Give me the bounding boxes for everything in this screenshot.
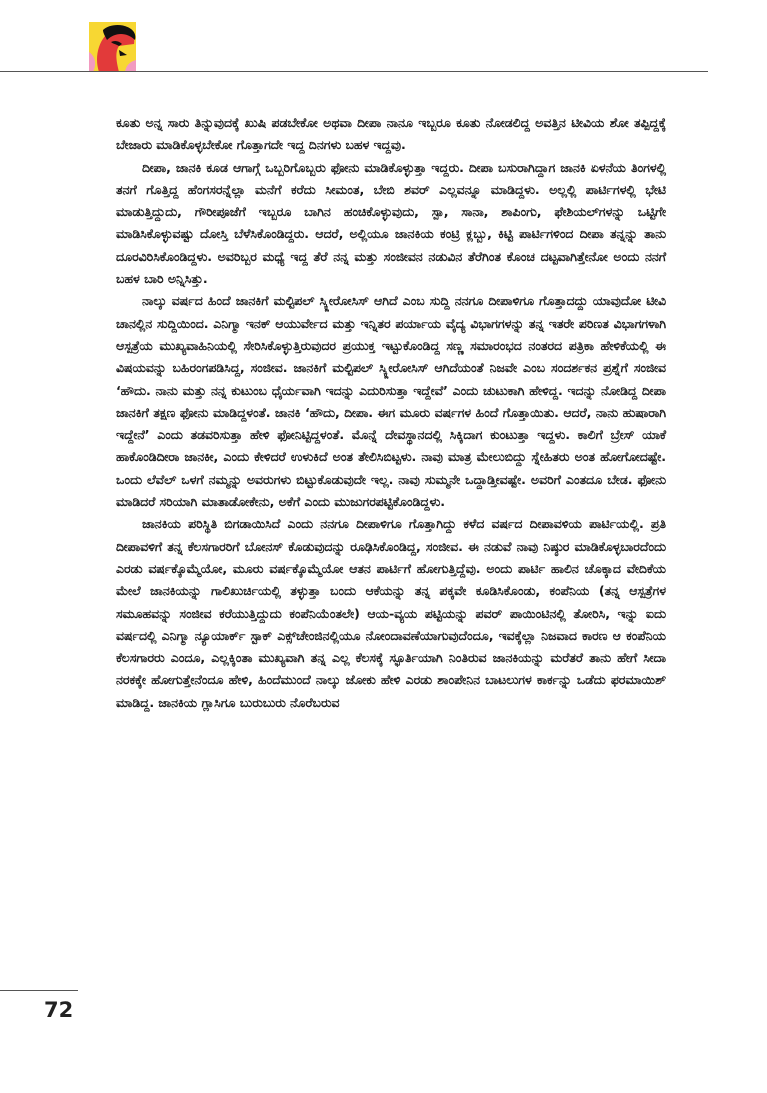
paragraph-4: ಜಾನಕಿಯ ಪರಿಸ್ಥಿತಿ ಬಿಗಡಾಯಿಸಿದೆ ಎಂದು ನನಗೂ ದೀಪಾಳಿಗೂ ಗೊತ್ತಾಗಿದ್ದು ಕಳೆದ ವರ್ಷದ ದೀಪಾವಳಿಯ ಪಾರ್ಟಿಯಲ್ಲಿ. ಪ್ರತಿ ದೀಪಾವಳಿಗೆ ತನ್ನ ಕೆಲಸಗಾರರಿಗೆ ಬೋನಸ್ ಕೊಡುವುದನ್ನು ರೂಢಿಸಿಕೊಂಡಿದ್ದ, ಸಂಜೀವ. ಈ ನಡುವೆ ನಾವು ನಿಷ್ಠುರ ಮಾಡಿಕೊಳ್ಳಬಾರದೆಂದು ಎರಡು ವರ್ಷಕ್ಕೊಮ್ಮೆಯೋ, ಮೂರು ವರ್ಷಕ್ಕೊಮ್ಮೆಯೋ ಆತನ ಪಾರ್ಟಿಗೆ ಹೋಗುತ್ತಿದ್ದೆವು. ಅಂದು ಪಾರ್ಟಿ ಹಾಲಿನ ಚೊಕ್ಕಾದ ವೇದಿಕೆಯ ಮೇಲೆ ಜಾನಕಿಯನ್ನು ಗಾಲಿಖುರ್ಚಿಯಲ್ಲಿ ತಳ್ಳುತ್ತಾ ಬಂದು ಆಕೆಯನ್ನು ತನ್ನ ಪಕ್ಕವೇ ಕೂಡಿಸಿಕೊಂಡು, ಕಂಪೆನಿಯ (ತನ್ನ ಆಸ್ಪತ್ರೆಗಳ ಸಮೂಹವನ್ನು ಸಂಜೀವ ಕರೆಯುತ್ತಿದ್ದುದು ಕಂಪೆನಿಯೆಂತಲೇ) ಆಯ-ವ್ಯಯ ಪಟ್ಟಿಯನ್ನು ಪವರ್ ಪಾಯಿಂಟಿನಲ್ಲಿ ತೋರಿಸಿ, ಇನ್ನು ಐದು ವರ್ಷದಲ್ಲಿ ಎನಿಗ್ಮಾ ನ್ಯೂಯಾರ್ಕ್ ಸ್ಟಾಕ್ ಎಕ್ಸ್‌ಚೇಂಜಿನಲ್ಲಿಯೂ ನೋಂದಾವಣೆಯಾಗುವುದೆಂದೂ, ಇವಕ್ಕೆಲ್ಲಾ ನಿಜವಾದ ಕಾರಣ ಆ ಕಂಪೆನಿಯ ಕೆಲಸಗಾರರು ಎಂದೂ, ಎಲ್ಲಕ್ಕಿಂತಾ ಮುಖ್ಯವಾಗಿ ತನ್ನ ಎಲ್ಲ ಕೆಲಸಕ್ಕೆ ಸ್ಫೂರ್ತಿಯಾಗಿ ನಿಂತಿರುವ ಜಾನಕಿಯನ್ನು ಮರೆತರೆ ತಾನು ಹೇಗೆ ಸೀದಾ ನರಕಕ್ಕೇ ಹೋಗುತ್ತೇನೆಂದೂ ಹೇಳಿ, ಹಿಂದೆಮುಂದೆ ನಾಲ್ಕು ಜೋಕು ಹೇಳಿ ಎರಡು ಶಾಂಪೇನಿನ ಬಾಟಲುಗಳ ಕಾರ್ಕನ್ನು ಒಡೆದು ಫರಮಾಯಿಶ್ ಮಾಡಿದ್ದ. ಜಾನಕಿಯ ಗ್ಲಾಸಿಗೂ ಬುರುಬುರು ನೊರೆಬರುವ <box>116 516 666 710</box>
footer-rule <box>0 990 78 991</box>
header-rule <box>0 71 708 72</box>
paragraph-3: ನಾಲ್ಕು ವರ್ಷದ ಹಿಂದೆ ಜಾನಕಿಗೆ ಮಲ್ಟಿಪಲ್ ಸ್ಕ್ಲೀರೋಸಿಸ್ ಆಗಿದೆ ಎಂಬ ಸುದ್ದಿ ನನಗೂ ದೀಪಾಳಿಗೂ ಗೊತ್ತಾದದ್ದು ಯಾವುದೋ ಟೀವಿ ಚಾನಲ್ಲಿನ ಸುದ್ದಿಯಿಂದ. ಎನಿಗ್ಮಾ ಇನಕ್ ಆಯುರ್ವೇದ ಮತ್ತು ಇನ್ನಿತರ ಪರ್ಯಾಯ ವೈದ್ಯ ವಿಭಾಗಗಳನ್ನು ತನ್ನ ಇತರೇ ಪರಿಣತ ವಿಭಾಗಗಳಾಗಿ ಆಸ್ಪತ್ರೆಯ ಮುಖ್ಯವಾಹಿನಿಯಲ್ಲಿ ಸೇರಿಸಿಕೊಳ್ಳುತ್ತಿರುವುದರ ಪ್ರಯುಕ್ತ ಇಟ್ಟುಕೊಂಡಿದ್ದ ಸಣ್ಣ ಸಮಾರಂಭದ ನಂತರದ ಪತ್ರಿಕಾ ಹೇಳಿಕೆಯಲ್ಲಿ ಈ ವಿಷಯವನ್ನು ಬಹಿರಂಗಪಡಿಸಿದ್ದ, ಸಂಜೀವ. ಜಾನಕಿಗೆ ಮಲ್ಟಿಪಲ್ ಸ್ಕ್ಲೀರೋಸಿಸ್ ಆಗಿದೆಯಂತೆ ನಿಜವೇ ಎಂಬ ಸಂದರ್ಶಕನ ಪ್ರಶ್ನೆಗೆ ಸಂಜೀವ ‘ಹೌದು. ನಾನು ಮತ್ತು ನನ್ನ ಕುಟುಂಬ ಧೈರ್ಯವಾಗಿ ಇದನ್ನು ಎದುರಿಸುತ್ತಾ ಇದ್ದೇವೆ’ ಎಂದು ಚುಟುಕಾಗಿ ಹೇಳಿದ್ದ. ಇದನ್ನು ನೋಡಿದ್ದ ದೀಪಾ ಜಾನಕಿಗೆ ತಕ್ಷಣ ಫೋನು ಮಾಡಿದ್ದಳಂತೆ. ಜಾನಕಿ ‘ಹೌದು, ದೀಪಾ. ಈಗ ಮೂರು ವರ್ಷಗಳ ಹಿಂದೆ ಗೊತ್ತಾಯಿತು. ಆದರೆ, ನಾನು ಹುಷಾರಾಗಿ ಇದ್ದೇನೆ’ ಎಂದು ತಡವರಿಸುತ್ತಾ ಹೇಳಿ ಫೋನಿಟ್ಟಿದ್ದಳಂತೆ. ಮೊನ್ನೆ ದೇವಸ್ಥಾನದಲ್ಲಿ ಸಿಕ್ಕಿದಾಗ ಕುಂಟುತ್ತಾ ಇದ್ದಳು. ಕಾಲಿಗೆ ಬ್ರೇಸ್ ಯಾಕೆ ಹಾಕೊಂಡಿದೀರಾ ಜಾನಕೀ, ಎಂದು ಕೇಳಿದರೆ ಉಳುಕಿದೆ ಅಂತ ತೇಲಿಸಿಬಿಟ್ಟಳು. ನಾವು ಮಾತ್ರ ಮೇಲುಬಿದ್ದು ಸ್ನೇಹಿತರು ಅಂತ ಹೋಗೋದಷ್ಟೇ. ಒಂದು ಲೆವೆಲ್ ಒಳಗೆ ನಮ್ಮನ್ನು ಅವರುಗಳು ಬಿಟ್ಟುಕೊಡುವುದೇ ಇಲ್ಲ. ನಾವು ಸುಮ್ಮನೇ ಒದ್ದಾಡ್ತೀವಷ್ಟೇ. ಅವರಿಗೆ ಎಂತದೂ ಬೇಡ. ಫೋನು ಮಾಡಿದರೆ ಸರಿಯಾಗಿ ಮಾತಾಡೋಕೇನು, ಅಕೆಗೆ ಎಂದು ಮುಜುಗರಪಟ್ಟಿಕೊಂಡಿದ್ದಳು. <box>116 293 666 510</box>
body-text <box>116 112 666 714</box>
paragraph-1: ಕೂತು ಅನ್ನ ಸಾರು ತಿನ್ನುವುದಕ್ಕೆ ಖುಷಿ ಪಡಬೇಕೋ ಅಥವಾ ದೀಪಾ ನಾನೂ ಇಬ್ಬರೂ ಕೂತು ನೋಡಲಿದ್ದ ಅವತ್ತಿನ ಟೀವಿಯ ಶೋ ತಪ್ಪಿದ್ದಕ್ಕೆ ಬೇಜಾರು ಮಾಡಿಕೊಳ್ಳಬೇಕೋ ಗೊತ್ತಾಗದೇ ಇದ್ದ ದಿನಗಳು ಬಹಳ ಇದ್ದವು. <box>116 115 666 153</box>
page-number: 72 <box>44 998 74 1022</box>
stylized-face-logo-icon <box>89 22 136 72</box>
paragraph-2: ದೀಪಾ, ಜಾನಕಿ ಕೂಡ ಆಗಾಗ್ಗೆ ಒಬ್ಬರಿಗೊಬ್ಬರು ಫೋನು ಮಾಡಿಕೊಳ್ಳುತ್ತಾ ಇದ್ದರು. ದೀಪಾ ಬಸುರಾಗಿದ್ದಾಗ ಜಾನಕಿ ಏಳನೆಯ ತಿಂಗಳಲ್ಲಿ ತನಗೆ ಗೊತ್ತಿದ್ದ ಹೆಂಗಸರನ್ನೆಲ್ಲಾ ಮನೆಗೆ ಕರೆದು ಸೀಮಂತ, ಬೇಬಿ ಶವರ್ ಎಲ್ಲವನ್ನೂ ಮಾಡಿದ್ದಳು. ಅಲ್ಲಲ್ಲಿ ಪಾರ್ಟಿಗಳಲ್ಲಿ ಭೇಟಿ ಮಾಡುತ್ತಿದ್ದುದು, ಗೌರೀಪೂಜೆಗೆ ಇಬ್ಬರೂ ಬಾಗಿನ ಹಂಚಿಕೊಳ್ಳುವುದು, ಸ್ಪಾ, ಸಾನಾ, ಶಾಪಿಂಗು, ಫೇಶಿಯಲ್‌ಗಳನ್ನು ಒಟ್ಟಿಗೇ ಮಾಡಿಸಿಕೊಳ್ಳುವಷ್ಟು ದೋಸ್ತಿ ಬೆಳೆಸಿಕೊಂಡಿದ್ದರು. ಆದರೆ, ಅಲ್ಲಿಯೂ ಜಾನಕಿಯ ಕಂಟ್ರಿ ಕ್ಲಬ್ಬು, ಕಿಟ್ಟಿ ಪಾರ್ಟಿಗಳಿಂದ ದೀಪಾ ತನ್ನನ್ನು ತಾನು ದೂರವಿರಿಸಿಕೊಂಡಿದ್ದಳು. ಅವರಿಬ್ಬರ ಮಧ್ಯೆ ಇದ್ದ ತೆರೆ ನನ್ನ ಮತ್ತು ಸಂಜೀವನ ನಡುವಿನ ತೆರೆಗಿಂತ ಕೊಂಚ ದಟ್ಟವಾಗಿತ್ತೇನೋ ಅಂದು ನನಗೆ ಬಹಳ ಬಾರಿ ಅನ್ನಿಸಿತ್ತು. <box>116 159 666 287</box>
